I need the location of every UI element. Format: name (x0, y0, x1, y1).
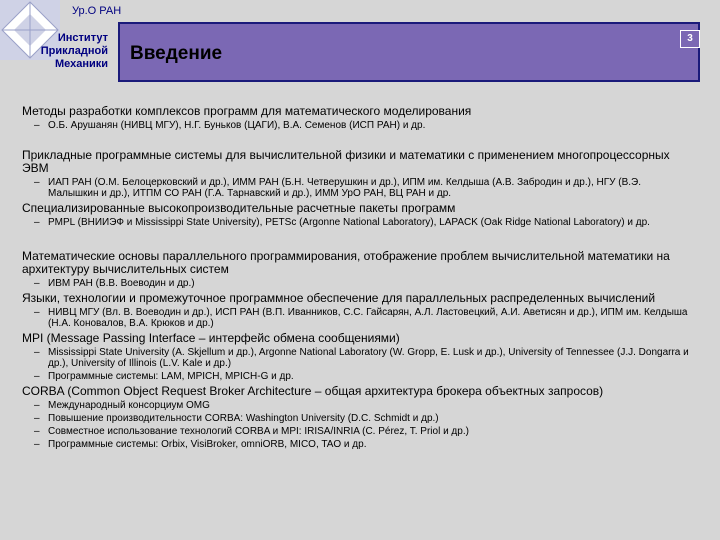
list-item: – ИВМ РАН (В.В. Воеводин и др.) (34, 278, 195, 289)
section-title: Математические основы параллельного программирования, отображение проблем вычислительной математики на архитектуру вычислительных систем (22, 249, 670, 276)
list-item: – Совместное использование технологий CORBA и MPI: IRISA/INRIA (C. Pérez, T. Priol и др.) (34, 426, 469, 437)
page-title: Введение (130, 43, 223, 64)
list-item: – Mississippi State University (A. Skjellum и др.), Argonne National Laboratory (W. Gropp, E. Lusk и др.), University of Tennessee (J.J. Dongarra и др.), University of Illinois (L.V. Kale и др.) (34, 347, 689, 369)
org-name: Ур.О РАН (72, 5, 122, 17)
list-item: – НИВЦ МГУ (Вл. В. Воеводин и др.), ИСП РАН (В.П. Иванников, С.С. Гайсарян, А.Л. Ластовецкий, А.И. Аветисян и др.), ИПМ им. Келдыша (Н.А. Коновалов, В.А. Крюков и др.) (34, 307, 688, 329)
section-title: Специализированные высокопроизводительные расчетные пакеты программ (22, 201, 456, 215)
section-title: Прикладные программные системы для вычислительной физики и математики с применением многопроцессорных ЭВМ (22, 148, 670, 175)
list-item: – О.Б. Арушанян (НИВЦ МГУ), Н.Г. Буньков (ЦАГИ), В.А. Семенов (ИСП РАН) и др. (34, 120, 426, 131)
institute-line-3: Механики (54, 58, 108, 70)
institute-line-1: Институт (57, 32, 108, 44)
section-title: MPI (Message Passing Interface – интерфейс обмена сообщениями) (22, 331, 400, 345)
list-item: – PMPL (ВНИИЭФ и Mississippi State University), PETSc (Argonne National Laboratory), LAPACK (Oak Ridge National Laboratory) и др. (34, 217, 650, 228)
section-title: Методы разработки комплексов программ для математического моделирования (22, 104, 472, 118)
section-title: CORBA (Common Object Request Broker Architecture – общая архитектура брокера объектных запросов) (22, 384, 604, 398)
list-item: – Программные системы: LAM, MPICH, MPICH-G и др. (34, 371, 294, 382)
list-item: – Повышение производительности CORBA: Washington University (D.C. Schmidt и др.) (34, 413, 439, 424)
slide-content (22, 105, 694, 450)
title-bar (118, 22, 700, 82)
institute-line-2: Прикладной (40, 45, 108, 57)
institute-name (22, 32, 108, 71)
section-title: Языки, технологии и промежуточное программное обеспечение для параллельных распределенных вычислений (22, 291, 656, 305)
page-number: 3 (680, 30, 700, 48)
list-item: – Международный консорциум OMG (34, 400, 210, 411)
list-item: – Программные системы: Orbix, VisiBroker, omniORB, MICO, TAO и др. (34, 439, 367, 450)
list-item: – ИАП РАН (О.М. Белоцерковский и др.), ИММ РАН (Б.Н. Четверушкин и др.), ИПМ им. Келдыша (А.В. Забродин и др.), НГУ (В.Э. Малышкин и др.), ИТПМ СО РАН (Г.А. Тарнавский и др.), ИММ УрО РАН, ВЦ РАН и др. (34, 177, 642, 199)
